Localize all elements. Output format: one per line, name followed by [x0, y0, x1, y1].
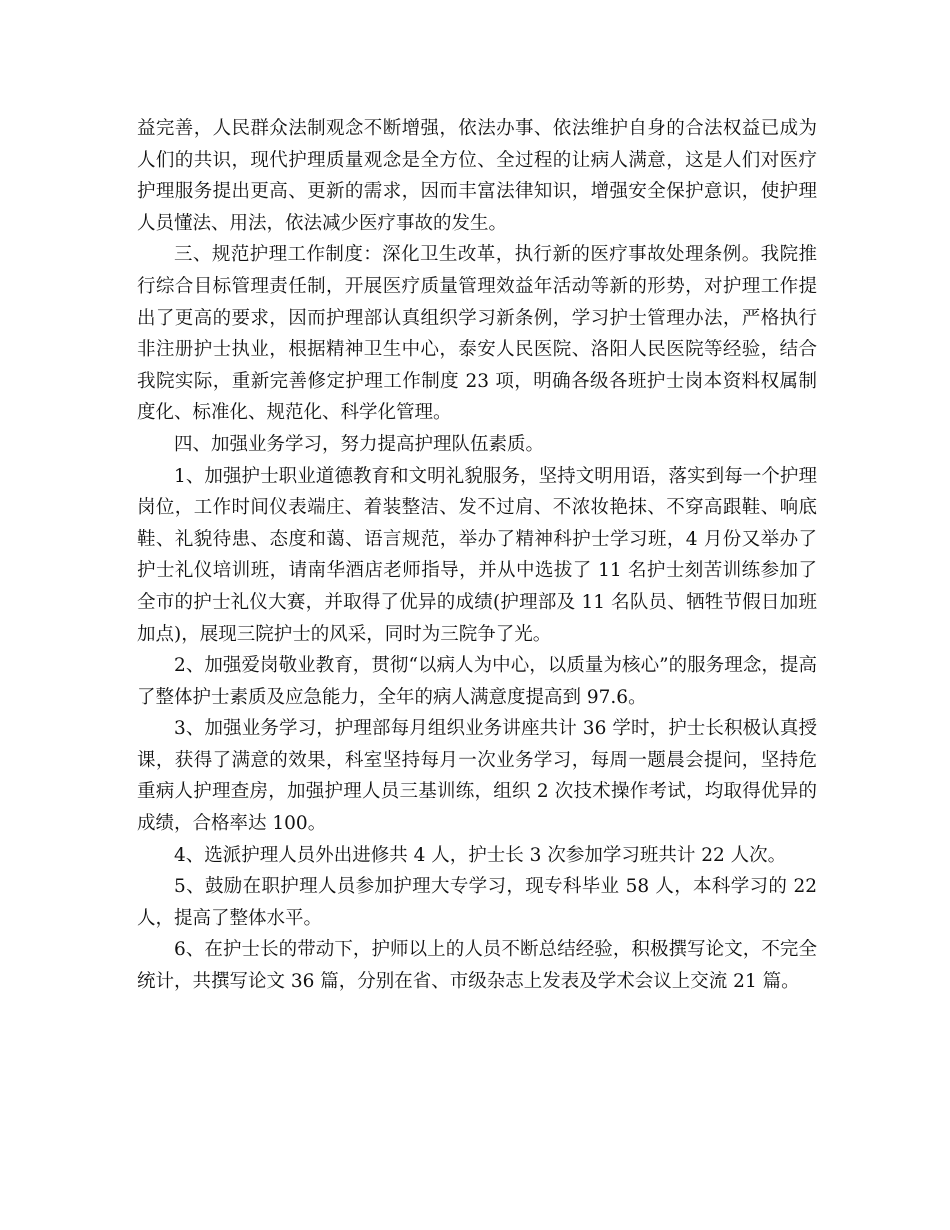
document-page	[137, 113, 817, 998]
paragraph-continuation: 益完善，人民群众法制观念不断增强，依法办事、依法维护自身的合法权益已成为人们的共识，现代护理质量观念是全方位、全过程的让病人满意，这是人们对医疗护理服务提出更高、更新的需求，因而丰富法律知识，增强安全保护意识，使护理人员懂法、用法，依法减少医疗事故的发生。	[137, 118, 817, 234]
paragraph-section-three: 三、规范护理工作制度：深化卫生改革，执行新的医疗事故处理条例。我院推行综合目标管理责任制，开展医疗质量管理效益年活动等新的形势，对护理工作提出了更高的要求，因而护理部认真组织学习新条例，学习护士管理办法，严格执行非注册护士执业，根据精神卫生中心，泰安人民医院、洛阳人民医院等经验，结合我院实际，重新完善修定护理工作制度 23 项，明确各级各班护士岗本资料权属制度化、标准化、规范化、科学化管理。	[137, 244, 817, 424]
paragraph-item-2: 2、加强爱岗敬业教育，贯彻“以病人为中心，以质量为核心”的服务理念，提高了整体护士素质及应急能力，全年的病人满意度提高到 97.6。	[137, 655, 817, 708]
paragraph-item-5: 5、鼓励在职护理人员参加护理大专学习，现专科毕业 58 人，本科学习的 22 人，提高了整体水平。	[137, 876, 817, 929]
paragraph-section-four-heading: 四、加强业务学习，努力提高护理队伍素质。	[174, 433, 545, 455]
paragraph-item-3: 3、加强业务学习，护理部每月组织业务讲座共计 36 学时，护士长积极认真授课，获得了满意的效果，科室坚持每月一次业务学习，每周一题晨会提问，坚持危重病人护理查房，加强护理人员三基训练，组织 2 次技术操作考试，均取得优异的成绩，合格率达 100。	[137, 718, 817, 835]
paragraph-item-1: 1、加强护士职业道德教育和文明礼貌服务，坚持文明用语，落实到每一个护理岗位，工作时间仪表端庄、着装整洁、发不过肩、不浓妆艳抹、不穿高跟鞋、响底鞋、礼貌待患、态度和蔼、语言规范，举办了精神科护士学习班，4 月份又举办了护士礼仪培训班，请南华酒店老师指导，并从中选拔了 11 名护士刻苦训练参加了全市的护士礼仪大赛，并取得了优异的成绩(护理部及 11 名队员、牺牲节假日加班加点)，展现三院护士的风采，同时为三院争了光。	[137, 465, 817, 645]
paragraph-item-6: 6、在护士长的带动下，护师以上的人员不断总结经验，积极撰写论文，不完全统计，共撰写论文 36 篇，分别在省、市级杂志上发表及学术会议上交流 21 篇。	[137, 939, 817, 993]
paragraph-item-4: 4、选派护理人员外出进修共 4 人，护士长 3 次参加学习班共计 22 人次。	[174, 844, 787, 866]
